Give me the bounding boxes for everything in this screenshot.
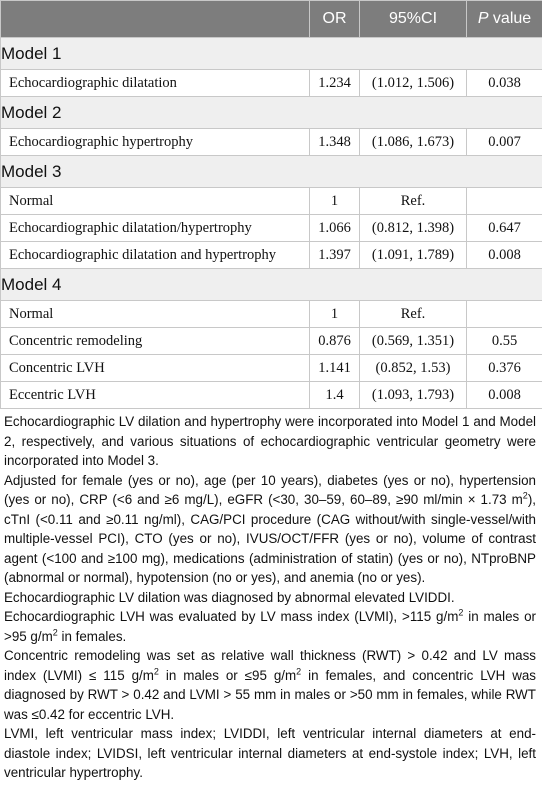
row-label: Echocardiographic dilatation and hypertrophy [1, 242, 310, 269]
footnote-text: Concentric remodeling was set as relative wall thickness (RWT) > 0.42 and LV mass index (LVMI) ≤ 115 g/m [4, 648, 536, 683]
footnote-models: Echocardiographic LV dilation and hypertrophy were incorporated into Model 1 and Model 2, respectively, and various situations of echocardiographic ventricular geometry were incorporated into Model 3. [4, 414, 536, 468]
row-ci: (1.086, 1.673) [360, 129, 467, 156]
row-label: Concentric remodeling [1, 328, 310, 355]
row-or: 1.234 [310, 70, 360, 97]
model-title: Model 4 [1, 269, 542, 301]
table-row [1, 301, 542, 328]
model-title: Model 1 [1, 38, 542, 70]
table-row [1, 382, 542, 409]
footnote-remodeling [4, 646, 536, 724]
table-row [1, 188, 542, 215]
row-label: Echocardiographic dilatation [1, 70, 310, 97]
row-label: Echocardiographic hypertrophy [1, 129, 310, 156]
row-or: 1.066 [310, 215, 360, 242]
row-p: 0.376 [467, 355, 542, 382]
row-label: Concentric LVH [1, 355, 310, 382]
row-p [467, 188, 542, 215]
row-ci: (0.569, 1.351) [360, 328, 467, 355]
row-label: Echocardiographic dilatation/hypertrophy [1, 215, 310, 242]
footnote-text: ), cTnI (<0.11 and ≥0.11 ng/ml), CAG/PCI procedure (CAG without/with single-vessel/with multiple-vessel PCI), CTO (yes or no), IVUS/OCT/FFR (yes or no), volume of contrast agent (<100 and ≥100 mg), medications (administration of statin) (yes or no), NTproBNP (abnormal or normal), hypotension (no or yes), and anemia (no or yes). [4, 492, 536, 585]
model-section-row [1, 269, 542, 301]
header-p-suffix: value [488, 10, 532, 27]
row-ci: (0.852, 1.53) [360, 355, 467, 382]
table-footnotes [0, 409, 542, 783]
model-title: Model 3 [1, 156, 542, 188]
row-or: 1.348 [310, 129, 360, 156]
row-ci: (1.012, 1.506) [360, 70, 467, 97]
model-section-row [1, 38, 542, 70]
table-row [1, 328, 542, 355]
row-p: 0.007 [467, 129, 542, 156]
table-row [1, 70, 542, 97]
row-ci: Ref. [360, 188, 467, 215]
row-label: Normal [1, 301, 310, 328]
footnote-text: in females, and concentric LVH was diagnosed by RWT > 0.42 and LVMI > 55 mm in males or >50 mm in females, while RWT was ≤0.42 for eccentric LVH. [4, 667, 537, 722]
row-p: 0.55 [467, 328, 542, 355]
row-label: Normal [1, 188, 310, 215]
table-row [1, 355, 542, 382]
header-ci: 95%CI [360, 1, 467, 38]
row-or: 0.876 [310, 328, 360, 355]
footnote-dilation: Echocardiographic LV dilation was diagnosed by abnormal elevated LVIDDI. [4, 589, 455, 605]
footnote-text: in males or ≤95 g/m [158, 667, 297, 683]
table-row [1, 129, 542, 156]
footnote-superscript: 2 [522, 490, 528, 501]
header-or: OR [310, 1, 360, 38]
row-or: 1.4 [310, 382, 360, 409]
model-section-row [1, 156, 542, 188]
row-p: 0.008 [467, 382, 542, 409]
footnote-text: in females. [57, 628, 127, 644]
footnote-text: Adjusted for female (yes or no), age (per 10 years), diabetes (yes or no), hypertension (yes or no), CRP (<6 and ≥6 mg/L), eGFR (<30, 30–59, 60–89, ≥90 ml/min × 1.73 m [4, 472, 536, 507]
row-or: 1 [310, 188, 360, 215]
model-title: Model 2 [1, 97, 542, 129]
footnote-superscript: 2 [296, 666, 302, 677]
footnote-superscript: 2 [52, 627, 58, 638]
row-p: 0.008 [467, 242, 542, 269]
model-section-row [1, 97, 542, 129]
footnote-text: in males or >95 g/m [4, 609, 536, 644]
row-or: 1.141 [310, 355, 360, 382]
header-p-value [467, 1, 542, 38]
row-ci: Ref. [360, 301, 467, 328]
row-ci: (0.812, 1.398) [360, 215, 467, 242]
footnote-lvh [4, 607, 536, 646]
footnote-superscript: 2 [458, 607, 464, 618]
table-row [1, 215, 542, 242]
row-ci: (1.091, 1.789) [360, 242, 467, 269]
row-or: 1.397 [310, 242, 360, 269]
row-p: 0.038 [467, 70, 542, 97]
row-or: 1 [310, 301, 360, 328]
footnote-abbreviations: LVMI, left ventricular mass index; LVIDDI, left ventricular internal diameters at end-diastole index; LVIDSI, left ventricular internal diameters at end-systole index; LVH, left ventricular hypertrophy. [4, 726, 536, 780]
footnote-adjustments [4, 471, 536, 588]
table-header-row [1, 1, 542, 38]
header-blank-cell [1, 1, 310, 38]
footnote-text: Echocardiographic LVH was evaluated by LV mass index (LVMI), >115 g/m [4, 609, 459, 624]
row-p: 0.647 [467, 215, 542, 242]
row-p [467, 301, 542, 328]
footnote-superscript: 2 [153, 666, 159, 677]
row-ci: (1.093, 1.793) [360, 382, 467, 409]
header-p-letter: P [477, 10, 489, 27]
table-row [1, 242, 542, 269]
row-label: Eccentric LVH [1, 382, 310, 409]
